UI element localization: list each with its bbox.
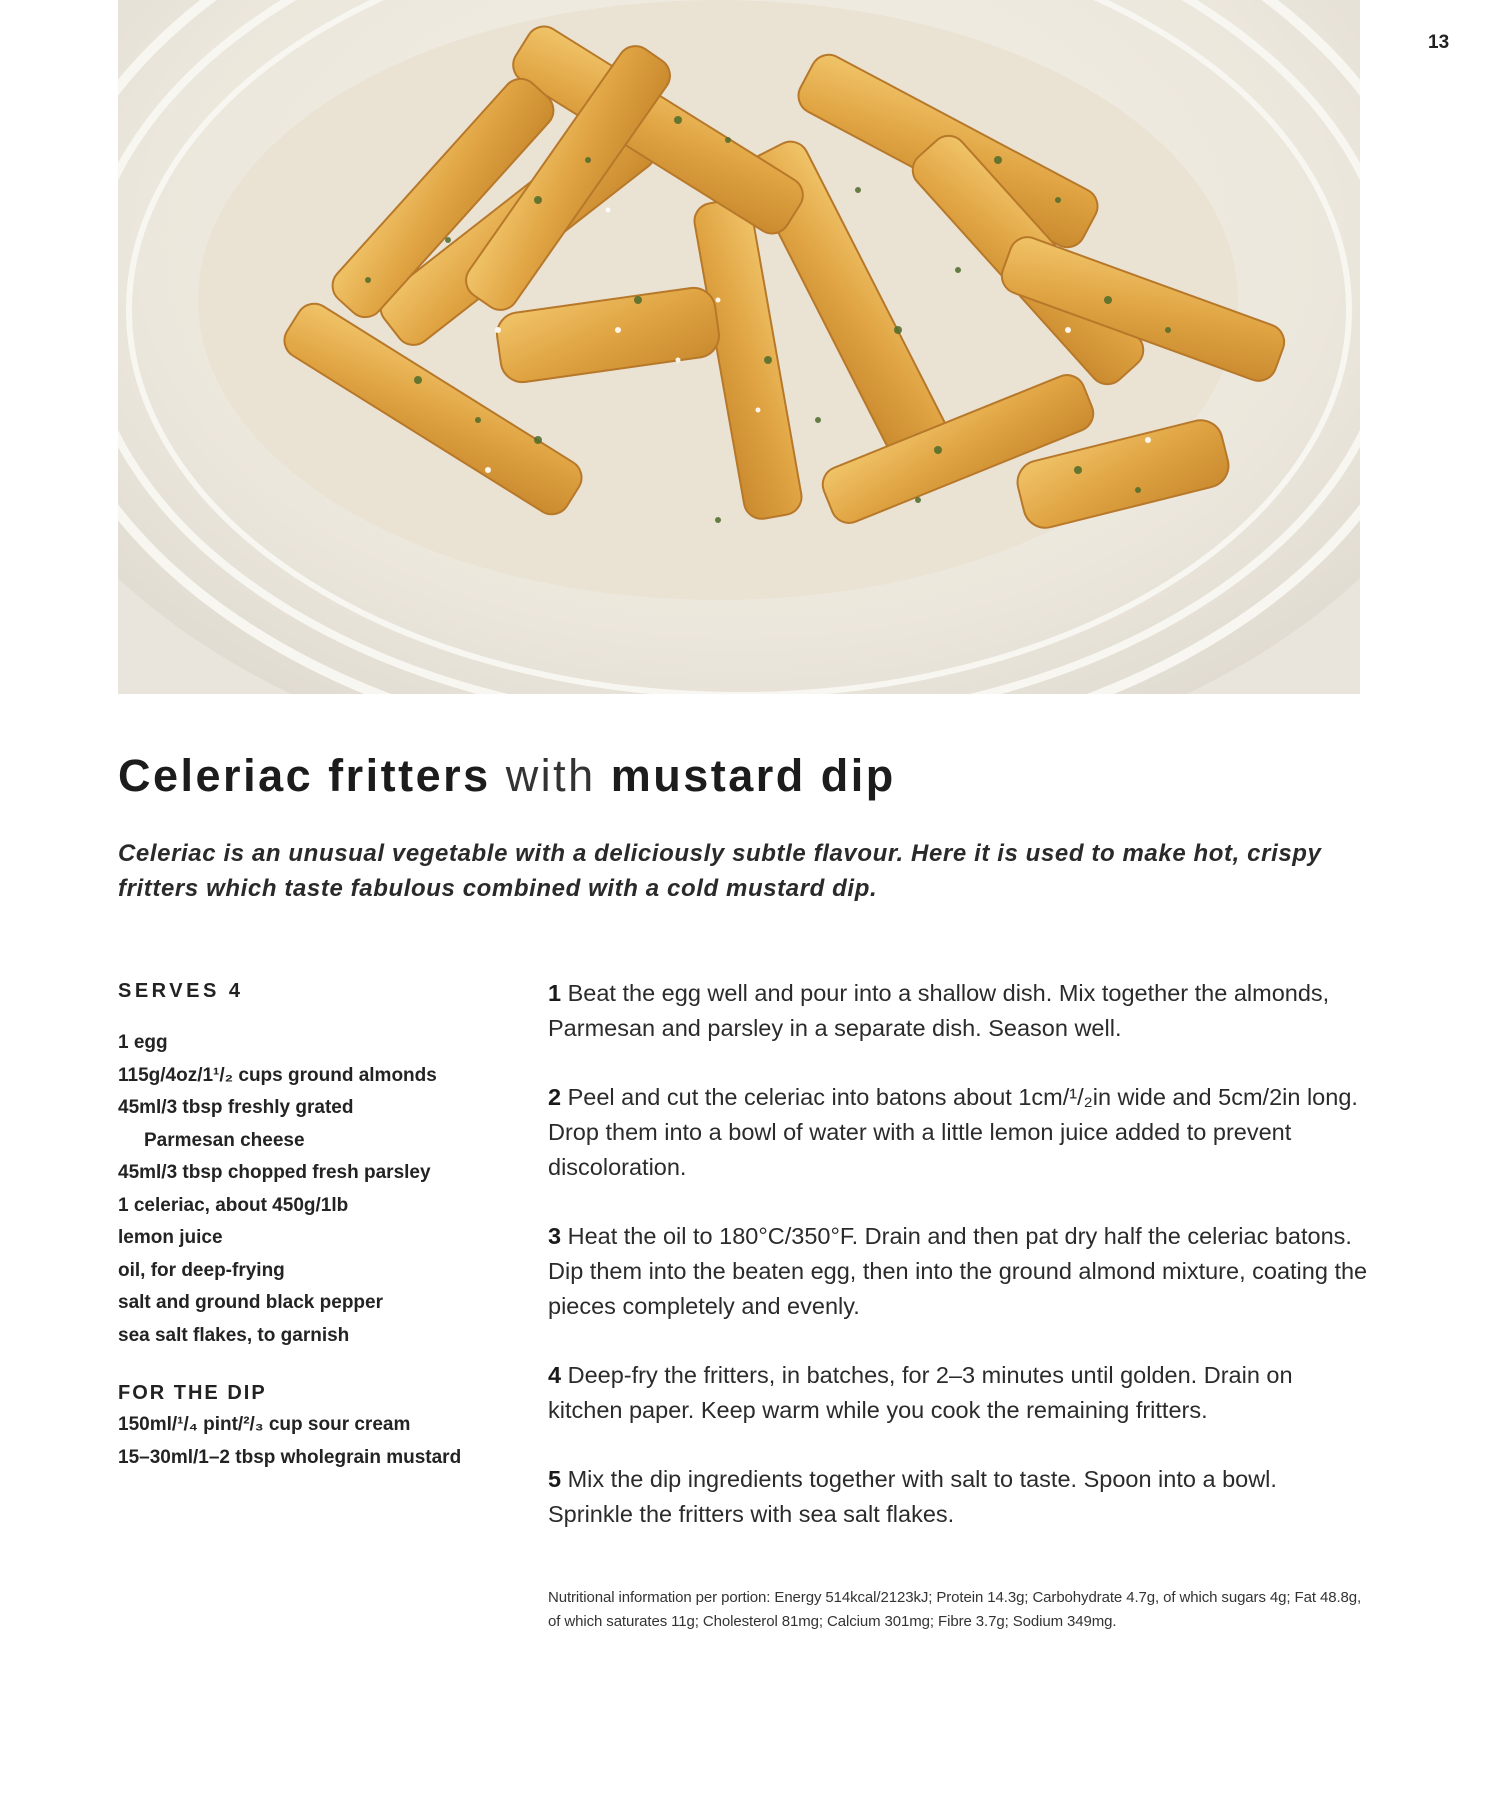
method-step — [548, 1219, 1368, 1324]
ingredient-item: 45ml/3 tbsp chopped fresh parsley — [118, 1162, 431, 1183]
ingredient-item: oil, for deep-frying — [118, 1259, 285, 1281]
page-number: 13 — [1428, 32, 1450, 53]
ingredient-item: salt and ground black pepper — [118, 1292, 383, 1313]
method-step — [548, 976, 1368, 1046]
method-step — [548, 1358, 1368, 1428]
dip-ingredient-item: 150ml/¹/₄ pint/²/₃ cup sour cream — [118, 1414, 411, 1435]
dip-ingredient-item: 15–30ml/1–2 tbsp wholegrain mustard — [118, 1446, 462, 1468]
step-number: 1 — [548, 980, 562, 1006]
dip-ingredient-list — [118, 1409, 518, 1474]
step-text: Heat the oil to 180°C/350°F. Drain and then pat dry half the celeriac batons. Dip them into the beaten egg, then into the ground almond mixture, coating the pieces completely and evenly. — [548, 1223, 1368, 1319]
step-text: Beat the egg well and pour into a shallow dish. Mix together the almonds, Parmesan and parsley in a separate dish. Season well. — [548, 980, 1330, 1041]
ingredient-item: 45ml/3 tbsp freshly grated — [118, 1097, 354, 1118]
ingredient-item: 1 celeriac, about 450g/1lb — [118, 1194, 349, 1216]
ingredient-item: sea salt flakes, to garnish — [118, 1324, 350, 1346]
step-text: Peel and cut the celeriac into batons about 1cm/¹/₂in wide and 5cm/2in long. Drop them into a bowl of water with a little lemon juice added to prevent discoloration. — [548, 1084, 1358, 1180]
ingredient-item: 1 egg — [118, 1032, 168, 1053]
title-part-2: with — [505, 750, 596, 801]
method-step — [548, 1080, 1368, 1185]
method-column — [548, 976, 1368, 1566]
nutrition-info: Nutritional information per portion: Energy 514kcal/2123kJ; Protein 14.3g; Carbohydrate 4.7g, of which sugars 4g; Fat 48.8g, of which saturates 11g; Cholesterol 81mg; Calcium 301mg; Fibre 3.7g; Sodium 349mg. — [548, 1589, 1362, 1630]
celeriac-fritters-photo — [118, 0, 1360, 694]
step-number: 3 — [548, 1223, 562, 1249]
title-part-1: Celeriac fritters — [118, 750, 491, 801]
ingredient-item: Parmesan cheese — [144, 1129, 305, 1151]
recipe-title — [118, 750, 896, 802]
ingredient-item: lemon juice — [118, 1227, 223, 1248]
dip-heading: FOR THE DIP — [118, 1382, 267, 1404]
title-part-3: mustard dip — [610, 750, 896, 801]
method-step — [548, 1462, 1368, 1532]
step-text: Mix the dip ingredients together with salt to taste. Spoon into a bowl. Sprinkle the fritters with sea salt flakes. — [548, 1466, 1277, 1527]
recipe-intro: Celeriac is an unusual vegetable with a deliciously subtle flavour. Here it is used to make hot, crispy fritters which taste fabulous combined with a cold mustard dip. — [118, 840, 1322, 902]
step-number: 5 — [548, 1466, 562, 1492]
ingredient-list — [118, 1027, 518, 1352]
step-number: 4 — [548, 1362, 562, 1388]
ingredients-column — [118, 980, 518, 1474]
ingredient-item: 115g/4oz/1¹/₂ cups ground almonds — [118, 1064, 437, 1086]
serves-heading: SERVES 4 — [118, 980, 244, 1002]
step-text: Deep-fry the fritters, in batches, for 2–3 minutes until golden. Drain on kitchen paper. Keep warm while you cook the remaining fritters. — [548, 1362, 1293, 1423]
step-number: 2 — [548, 1084, 562, 1110]
